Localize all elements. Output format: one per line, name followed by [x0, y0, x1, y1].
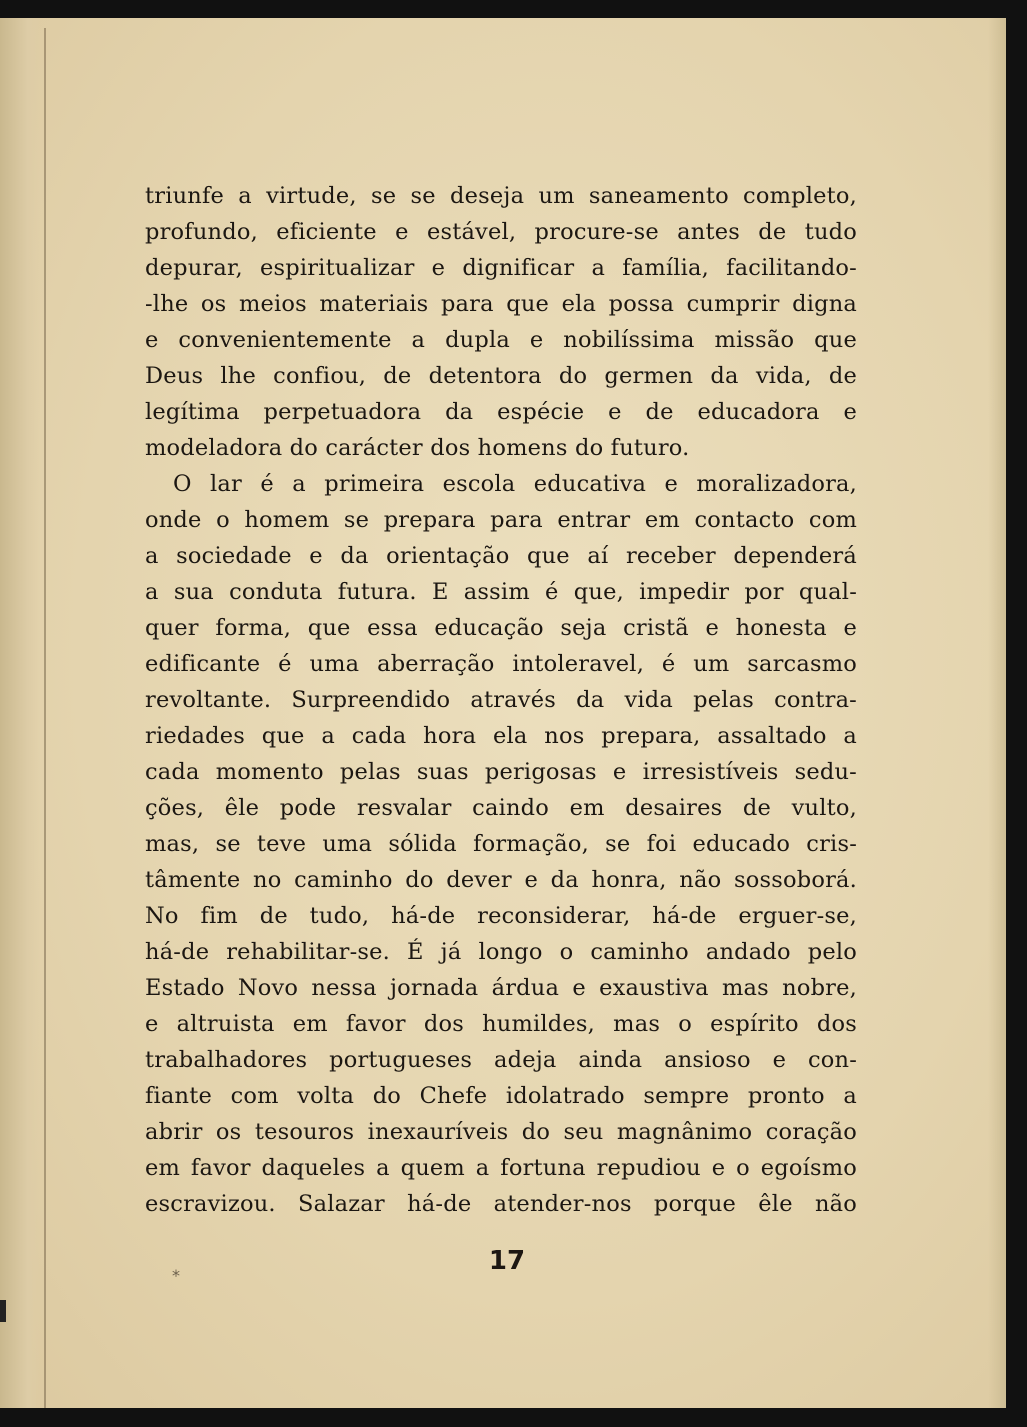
text-line: Deus lhe confiou, de detentora do germen da vida, de	[145, 363, 857, 389]
text-line: cada momento pelas suas perigosas e irresistíveis sedu-	[145, 759, 857, 785]
text-line: O lar é a primeira escola educativa e moralizadora,	[173, 471, 857, 497]
text-line: tâmente no caminho do dever e da honra, não sossoborá.	[145, 867, 857, 893]
body-text	[145, 178, 857, 1222]
page-number: 17	[488, 1246, 526, 1276]
text-line: quer forma, que essa educação seja cristã e honesta e	[145, 615, 857, 641]
text-line: riedades que a cada hora ela nos prepara, assaltado a	[145, 723, 857, 749]
text-line: No fim de tudo, há-de reconsiderar, há-de erguer-se,	[145, 903, 857, 929]
text-line: revoltante. Surpreendido através da vida pelas contra-	[145, 687, 857, 713]
footer-mark: *	[172, 1266, 180, 1285]
text-line: trabalhadores portugueses adeja ainda ansioso e con-	[145, 1047, 857, 1073]
book-page	[0, 18, 1006, 1408]
text-line: -lhe os meios materiais para que ela possa cumprir digna	[145, 291, 857, 317]
text-line: há-de rehabilitar-se. É já longo o caminho andado pelo	[145, 939, 857, 965]
page-edge-shade	[988, 18, 1006, 1408]
text-line: legítima perpetuadora da espécie e de educadora e	[145, 399, 857, 425]
text-line: triunfe a virtude, se se deseja um saneamento completo,	[145, 183, 857, 209]
text-line: em favor daqueles a quem a fortuna repudiou e o egoísmo	[145, 1155, 857, 1181]
text-line: a sociedade e da orientação que aí receber dependerá	[145, 543, 857, 569]
text-line: Estado Novo nessa jornada árdua e exaustiva mas nobre,	[145, 975, 857, 1001]
text-line: modeladora do carácter dos homens do futuro.	[145, 435, 690, 461]
text-line: abrir os tesouros inexauríveis do seu magnânimo coração	[145, 1119, 857, 1145]
text-line: ções, êle pode resvalar caindo em desaires de vulto,	[145, 795, 857, 821]
scan-edge-mark	[0, 1300, 6, 1322]
text-line: mas, se teve uma sólida formação, se foi educado cris-	[145, 831, 857, 857]
text-line: profundo, eficiente e estável, procure-se antes de tudo	[145, 219, 857, 245]
text-line: e convenientemente a dupla e nobilíssima missão que	[145, 327, 857, 353]
text-line: escravizou. Salazar há-de atender-nos porque êle não	[145, 1191, 857, 1217]
text-line: onde o homem se prepara para entrar em contacto com	[145, 507, 857, 533]
text-line: a sua conduta futura. E assim é que, impedir por qual-	[145, 579, 857, 605]
text-line: depurar, espiritualizar e dignificar a família, facilitando-	[145, 255, 857, 281]
text-line: fiante com volta do Chefe idolatrado sempre pronto a	[145, 1083, 857, 1109]
text-line: e altruista em favor dos humildes, mas o espírito dos	[145, 1011, 857, 1037]
binding-line	[44, 28, 46, 1408]
page-gutter	[0, 18, 40, 1408]
text-line: edificante é uma aberração intoleravel, é um sarcasmo	[145, 651, 857, 677]
